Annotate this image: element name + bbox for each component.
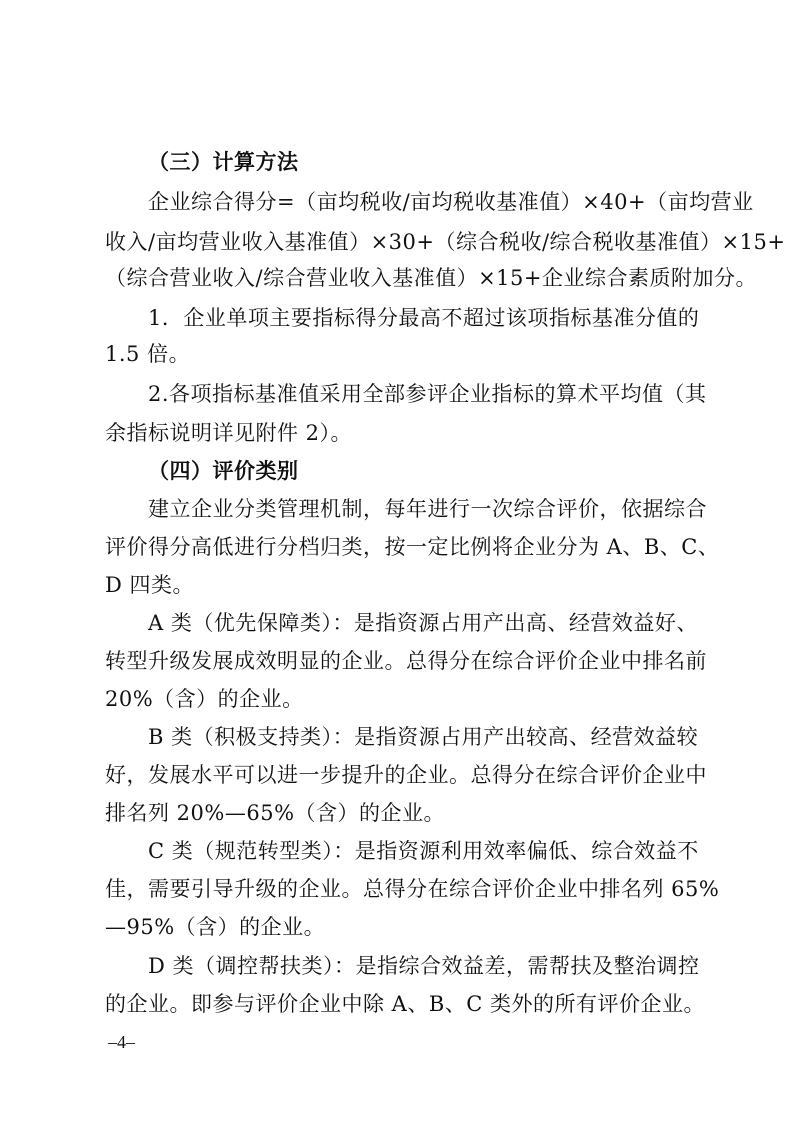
class-b-line-3: 排名列 20%—65%（含）的企业。 xyxy=(105,801,446,825)
intro-line-3: D 四类。 xyxy=(105,573,195,597)
class-b-line-2: 好，发展水平可以进一步提升的企业。总得分在综合评价企业中 xyxy=(105,763,707,787)
class-a-line-3: 20%（含）的企业。 xyxy=(105,687,304,711)
formula-line-1: 企业综合得分=（亩均税收/亩均税收基准值）×40+（亩均营业 xyxy=(148,190,754,214)
section-heading-categories: （四）评价类别 xyxy=(148,459,299,483)
class-c-line-1: C 类（规范转型类）：是指资源利用效率偏低、综合效益不 xyxy=(148,839,699,863)
note-2-line-2: 余指标说明详见附件 2）。 xyxy=(105,421,353,445)
class-c-line-2: 佳，需要引导升级的企业。总得分在综合评价企业中排名列 65% xyxy=(105,877,720,901)
class-c-line-3: —95%（含）的企业。 xyxy=(105,915,326,939)
intro-line-1: 建立企业分类管理机制，每年进行一次综合评价，依据综合 xyxy=(148,497,707,521)
class-a-line-1: A 类（优先保障类）：是指资源占用产出高、经营效益好、 xyxy=(148,611,698,635)
section-heading-calculation: （三）计算方法 xyxy=(148,150,299,174)
note-1-line-1: 1．企业单项主要指标得分最高不超过该项指标基准分值的 xyxy=(148,306,700,330)
formula-line-3: （综合营业收入/综合营业收入基准值）×15+企业综合素质附加分。 xyxy=(105,266,757,290)
class-d-line-2: 的企业。即参与评价企业中除 A、B、C 类外的所有评价企业。 xyxy=(105,992,706,1016)
intro-line-2: 评价得分高低进行分档归类，按一定比例将企业分为 A、B、C、 xyxy=(105,535,720,559)
class-a-line-2: 转型升级发展成效明显的企业。总得分在综合评价企业中排名前 xyxy=(105,649,707,673)
class-d-line-1: D 类（调控帮扶类）：是指综合效益差，需帮扶及整治调控 xyxy=(148,954,700,978)
formula-line-2: 收入/亩均营业收入基准值）×30+（综合税收/综合税收基准值）×15+ xyxy=(105,230,786,254)
note-2-line-1: 2.各项指标基准值采用全部参评企业指标的算术平均值（其 xyxy=(148,382,707,406)
page-number: –4– xyxy=(108,1032,135,1052)
note-1-line-2: 1.5 倍。 xyxy=(105,342,191,366)
class-b-line-1: B 类（积极支持类）：是指资源占用产出较高、经营效益较 xyxy=(148,725,699,749)
